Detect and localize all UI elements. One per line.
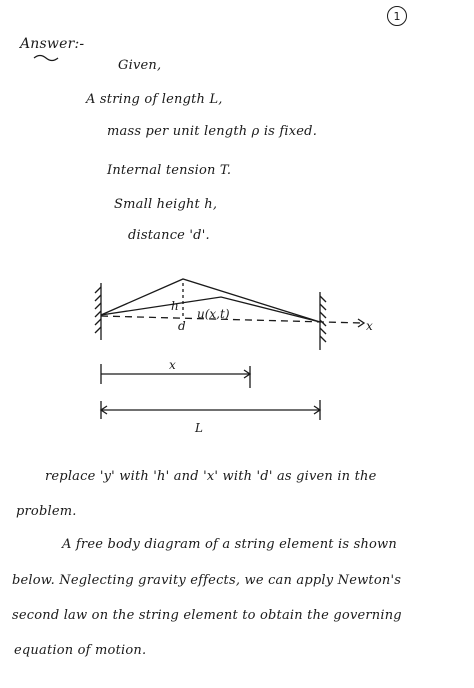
body-line: problem.: [16, 504, 77, 519]
body-line: equation of motion.: [14, 643, 147, 658]
page-number: 1: [387, 6, 407, 26]
label-d: d: [178, 319, 186, 333]
given-line: A string of length L,: [86, 92, 223, 107]
label-u: u(x,t): [197, 307, 230, 321]
label-h: h: [171, 299, 179, 313]
body-line: below. Neglecting gravity effects, we can apply Newton's: [12, 573, 402, 588]
given-title: Given,: [118, 58, 162, 73]
body-line: replace 'y' with 'h' and 'x' with 'd' as given in the: [45, 469, 377, 484]
body-line: A free body diagram of a string element is shown: [62, 537, 397, 552]
label-L: L: [195, 421, 203, 435]
given-line: Small height h,: [114, 197, 218, 212]
given-line: mass per unit length ρ is fixed.: [107, 124, 318, 139]
answer-heading: Answer:-: [20, 36, 85, 52]
given-line: distance 'd'.: [128, 228, 210, 243]
label-x: x: [169, 358, 176, 372]
body-line: second law on the string element to obtain the governing: [12, 608, 402, 623]
label-x-axis: x: [366, 319, 373, 333]
x-axis-dashed: [101, 316, 362, 323]
given-line: Internal tension T.: [107, 163, 232, 178]
